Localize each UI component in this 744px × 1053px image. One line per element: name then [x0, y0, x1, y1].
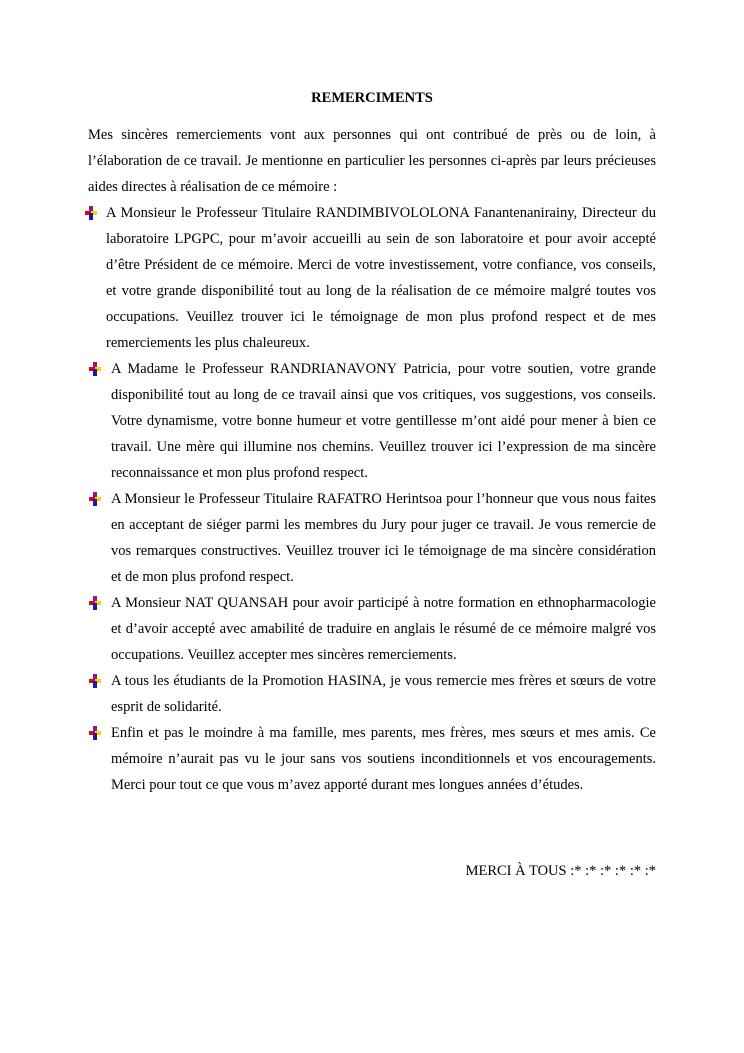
bullet-icon	[88, 674, 102, 688]
list-item-text: A Monsieur le Professeur Titulaire RAFATRO Herintsoa pour l’honneur que vous nous faites en acceptant de siéger parmi les membres du Jury pour juger ce travail. Je vous remercie de vos remarques constructives. Veuillez trouver ici le témoignage de ma sincère considération et de mon plus profond respect.	[111, 491, 656, 585]
bullet-icon	[84, 206, 98, 220]
page-title: REMERCIMENTS	[311, 90, 433, 106]
bullet-icon	[88, 596, 102, 610]
list-item-text: A Madame le Professeur RANDRIANAVONY Patricia, pour votre soutien, votre grande disponibilité tout au long de ce travail ainsi que vos critiques, vos suggestions, vos conseils. Votre dynamisme, votre bonne humeur et votre gentillesse m’ont aidé pour mener à bien ce travail. Une mère qui illumine nos chemins. Veuillez trouver ici l’expression de ma sincère reconnaissance et mon plus profond respect.	[111, 361, 656, 481]
closing-line: MERCI À TOUS :* :* :* :* :* :*	[465, 863, 656, 879]
list-item	[88, 720, 656, 798]
list-item	[88, 668, 656, 720]
bullet-icon	[88, 492, 102, 506]
list-item-text: A tous les étudiants de la Promotion HASINA, je vous remercie mes frères et sœurs de votre esprit de solidarité.	[111, 673, 656, 715]
intro-paragraph: Mes sincères remerciements vont aux personnes qui ont contribué de près ou de loin, à l’élaboration de ce travail. Je mentionne en particulier les personnes ci-après par leurs précieuses aides directes à réalisation de ce mémoire :	[88, 127, 656, 195]
list-item	[88, 486, 656, 590]
bullet-icon	[88, 362, 102, 376]
acknowledgement-list	[88, 200, 656, 798]
list-item	[88, 356, 656, 486]
list-item-text: A Monsieur NAT QUANSAH pour avoir participé à notre formation en ethnopharmacologie et d’avoir accepté avec amabilité de traduire en anglais le résumé de ce mémoire malgré vos occupations. Veuillez accepter mes sincères remerciements.	[111, 595, 656, 663]
list-item-text: A Monsieur le Professeur Titulaire RANDIMBIVOLOLONA Fanantenanirainy, Directeur du laboratoire LPGPC, pour m’avoir accueilli au sein de son laboratoire et pour avoir accepté d’être Président de ce mémoire. Merci de votre investissement, votre confiance, vos conseils, et votre grande disponibilité tout au long de la réalisation de ce mémoire malgré toutes vos occupations. Veuillez trouver ici le témoignage de mon plus profond respect et de mes remerciements les plus chaleureux.	[106, 205, 656, 351]
list-item	[88, 590, 656, 668]
list-item-text: Enfin et pas le moindre à ma famille, mes parents, mes frères, mes sœurs et mes amis. Ce mémoire n’aurait pas vu le jour sans vos soutiens inconditionnels et vos encouragements. Merci pour tout ce que vous m’avez apporté durant mes longues années d’études.	[111, 725, 656, 793]
bullet-icon	[88, 726, 102, 740]
list-item	[88, 200, 656, 356]
